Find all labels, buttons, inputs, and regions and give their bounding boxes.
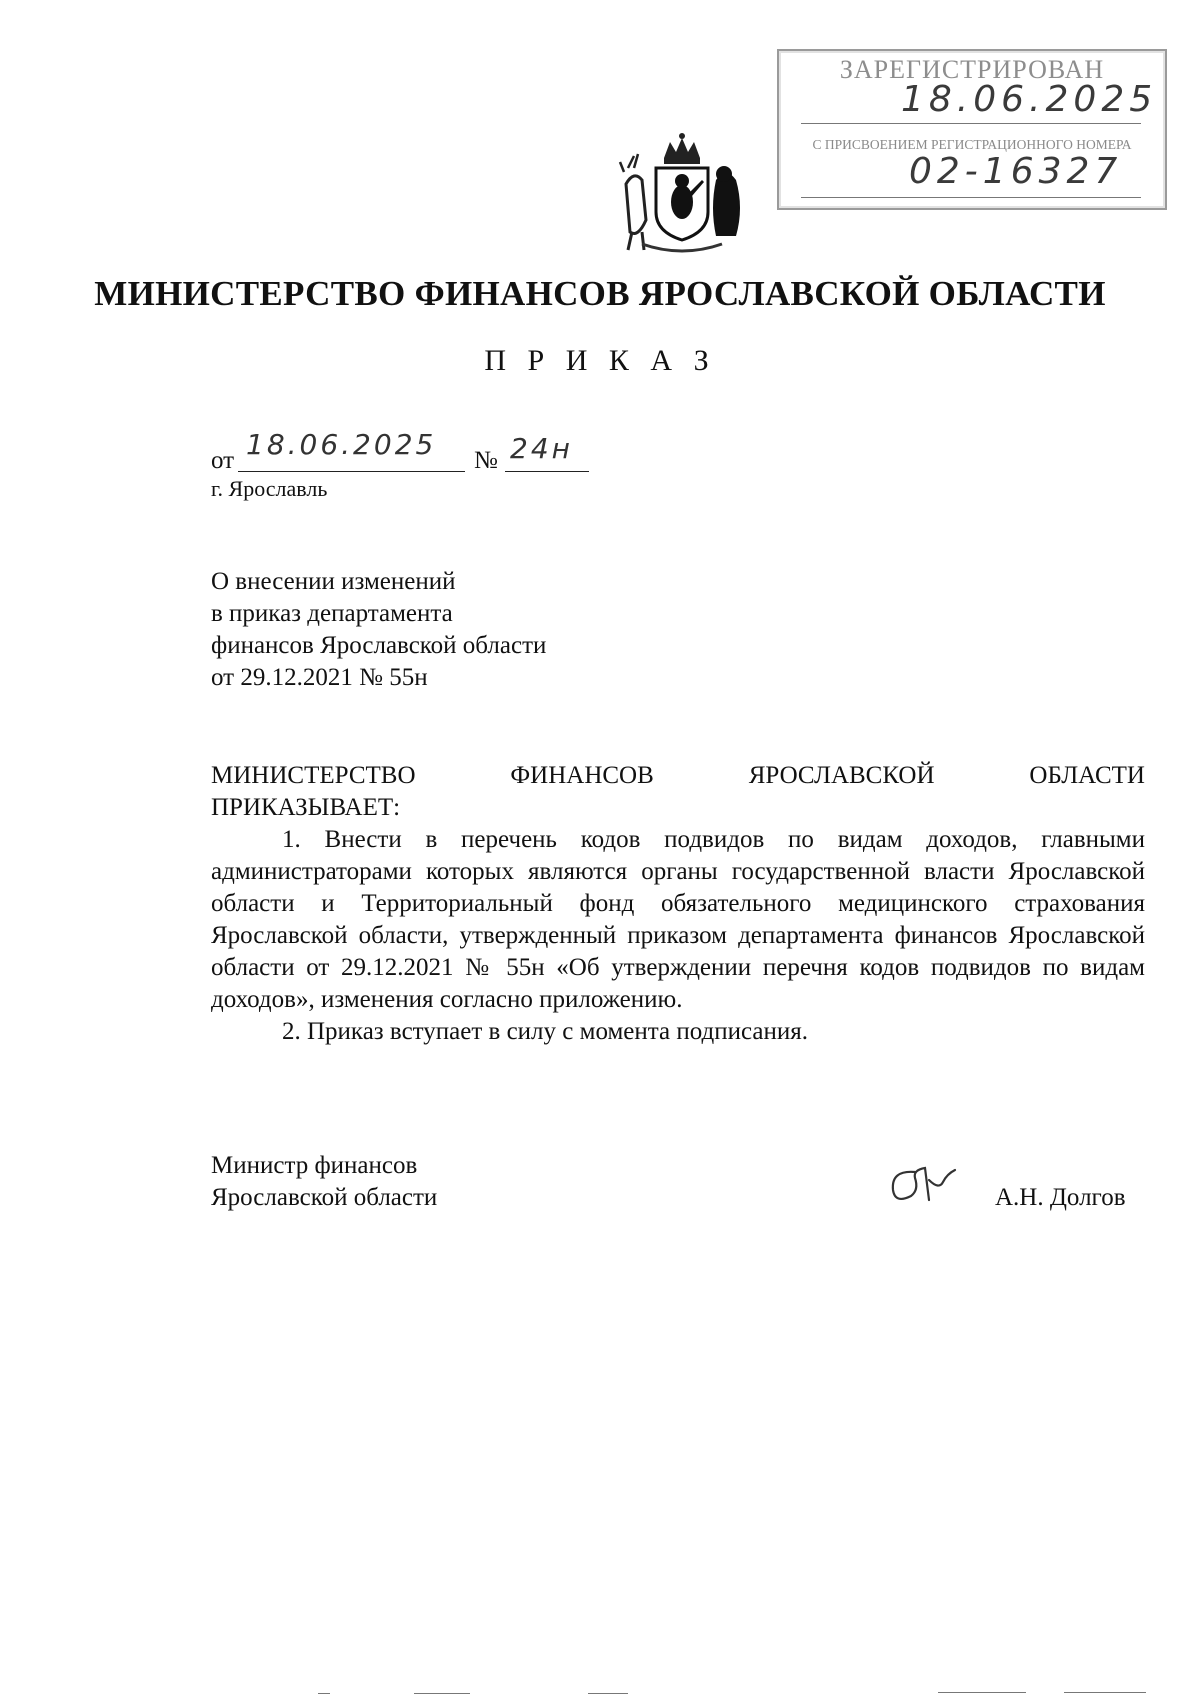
scan-artifact (414, 1693, 470, 1694)
date-handwritten: 18.06.2025 (246, 428, 437, 461)
preamble-end: ПРИКАЗЫВАЕТ: (211, 794, 401, 821)
scan-artifact (588, 1693, 628, 1694)
registration-stamp (777, 49, 1167, 210)
date-prefix: от (211, 447, 235, 474)
preamble-line (211, 760, 1145, 792)
scan-artifact (1064, 1692, 1146, 1693)
stamp-divider (801, 197, 1141, 198)
ministry-title: МИНИСТЕРСТВО ФИНАНСОВ ЯРОСЛАВСКОЙ ОБЛАСТИ (94, 274, 1106, 313)
subject-line: О внесении изменений (211, 568, 456, 595)
preamble-word: ФИНАНСОВ (510, 762, 654, 789)
stamp-divider (801, 123, 1141, 124)
subject-block (211, 566, 546, 694)
subject-line: в приказ департамента (211, 600, 453, 627)
preamble-word: ОБЛАСТИ (1029, 762, 1145, 789)
city: г. Ярославль (211, 476, 328, 501)
signer-position-line1: Министр финансов (211, 1152, 418, 1179)
preamble-word: МИНИСТЕРСТВО (211, 762, 416, 789)
order-item-2: 2. Приказ вступает в силу с момента подписания. (282, 1018, 808, 1045)
number-handwritten: 24н (510, 432, 573, 465)
signer-name: А.Н. Долгов (995, 1184, 1126, 1211)
subject-line: финансов Ярославской области (211, 632, 547, 659)
number-underline (505, 471, 589, 472)
stamp-title: ЗАРЕГИСТРИРОВАН (839, 55, 1105, 84)
subject-line: от 29.12.2021 № 55н (211, 664, 428, 691)
coat-of-arms-emblem (612, 128, 752, 258)
preamble-word: ЯРОСЛАВСКОЙ (748, 762, 935, 789)
number-prefix: № (474, 447, 498, 474)
stamp-caption: С ПРИСВОЕНИЕМ РЕГИСТРАЦИОННОГО НОМЕРА (812, 137, 1132, 152)
date-underline (238, 471, 465, 472)
handwritten-signature (885, 1160, 959, 1210)
scan-artifact (938, 1692, 1026, 1693)
scan-artifact (318, 1693, 330, 1694)
stamp-number-handwritten: 02-16327 (909, 151, 1123, 192)
stamp-date-handwritten: 18.06.2025 (901, 79, 1158, 120)
document-type: П Р И К А З (484, 344, 716, 377)
order-item-1: 1. Внести в перечень кодов подвидов по видам доходов, главными администраторами которых являются органы государственной власти Ярославской области и Территориальный фонд обязательного медицинского страхования Ярославской области, утвержденный приказом департамента финансов Ярославской области от 29.12.2021 № 55н «Об утверждении перечня кодов подвидов по видам доходов», изменения согласно приложению. (211, 826, 1145, 1013)
signer-position-line2: Ярославской области (211, 1184, 438, 1211)
